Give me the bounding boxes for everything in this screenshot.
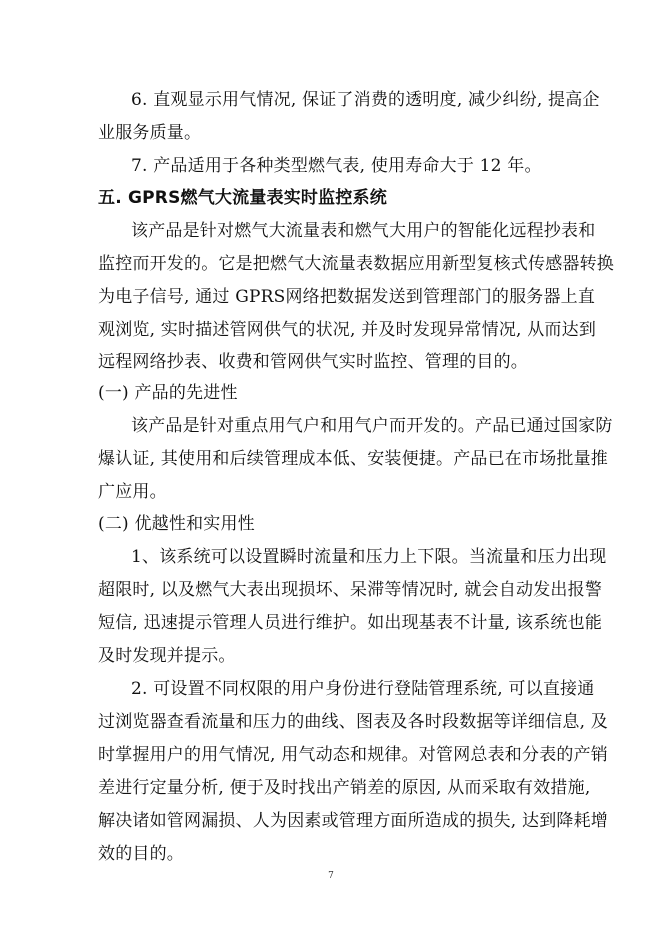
sub1-line2: 爆认证, 其使用和后续管理成本低、安装便捷。产品已在市场批量推 — [98, 449, 609, 469]
sub2-point1-line1: 1、该系统可以设置瞬时流量和压力上下限。当流量和压力出现 — [131, 547, 607, 567]
sub2-heading: (二) 优越性和实用性 — [98, 514, 255, 534]
sub1-heading: (一) 产品的先进性 — [98, 383, 238, 403]
sub2-point1-line2: 超限时, 以及燃气大表出现损坏、呆滞等情况时, 就会自动发出报警 — [98, 580, 603, 600]
item7-text: 7. 产品适用于各种类型燃气表, 使用寿命大于 12 年。 — [131, 156, 542, 176]
item6-line1: 6. 直观显示用气情况, 保证了消费的透明度, 减少纠纷, 提高企 — [131, 90, 600, 110]
sub2-point1-line4: 及时发现并提示。 — [98, 646, 236, 666]
sub1-line1: 该产品是针对重点用气户和用气户而开发的。产品已通过国家防 — [131, 416, 613, 436]
sub2-point2-line4: 差进行定量分析, 便于及时找出产销差的原因, 从而采取有效措施, — [98, 778, 591, 798]
sub2-point2-line5: 解决诸如管网漏损、人为因素或管理方面所造成的损失, 达到降耗增 — [98, 811, 609, 831]
section5-heading: 五. GPRS燃气大流量表实时监控系统 — [98, 188, 387, 208]
section5-intro-line4: 观浏览, 实时描述管网供气的状况, 并及时发现异常情况, 从而达到 — [98, 320, 597, 340]
section5-intro-line3: 为电子信号, 通过 GPRS网络把数据发送到管理部门的服务器上直 — [98, 287, 596, 307]
sub2-point2-line2: 过浏览器查看流量和压力的曲线、图表及各时段数据等详细信息, 及 — [98, 712, 609, 732]
section5-intro-line2: 监控而开发的。它是把燃气大流量表数据应用新型复核式传感器转换 — [98, 254, 614, 274]
sub2-point2-line1: 2. 可设置不同权限的用户身份进行登陆管理系统, 可以直接通 — [131, 679, 595, 699]
sub2-point2-line3: 时掌握用户的用气情况, 用气动态和规律。对管网总表和分表的产销 — [98, 745, 609, 765]
sub1-line3: 广应用。 — [98, 482, 167, 502]
page-number: 7 — [328, 871, 334, 881]
section5-intro-line1: 该产品是针对燃气大流量表和燃气大用户的智能化远程抄表和 — [131, 221, 596, 241]
sub2-point1-line3: 短信, 迅速提示管理人员进行维护。如出现基表不计量, 该系统也能 — [98, 613, 603, 633]
item6-line2: 业服务质量。 — [98, 123, 202, 143]
sub2-point2-line6: 效的目的。 — [98, 844, 184, 864]
section5-intro-line5: 远程网络抄表、收费和管网供气实时监控、管理的目的。 — [98, 352, 528, 372]
